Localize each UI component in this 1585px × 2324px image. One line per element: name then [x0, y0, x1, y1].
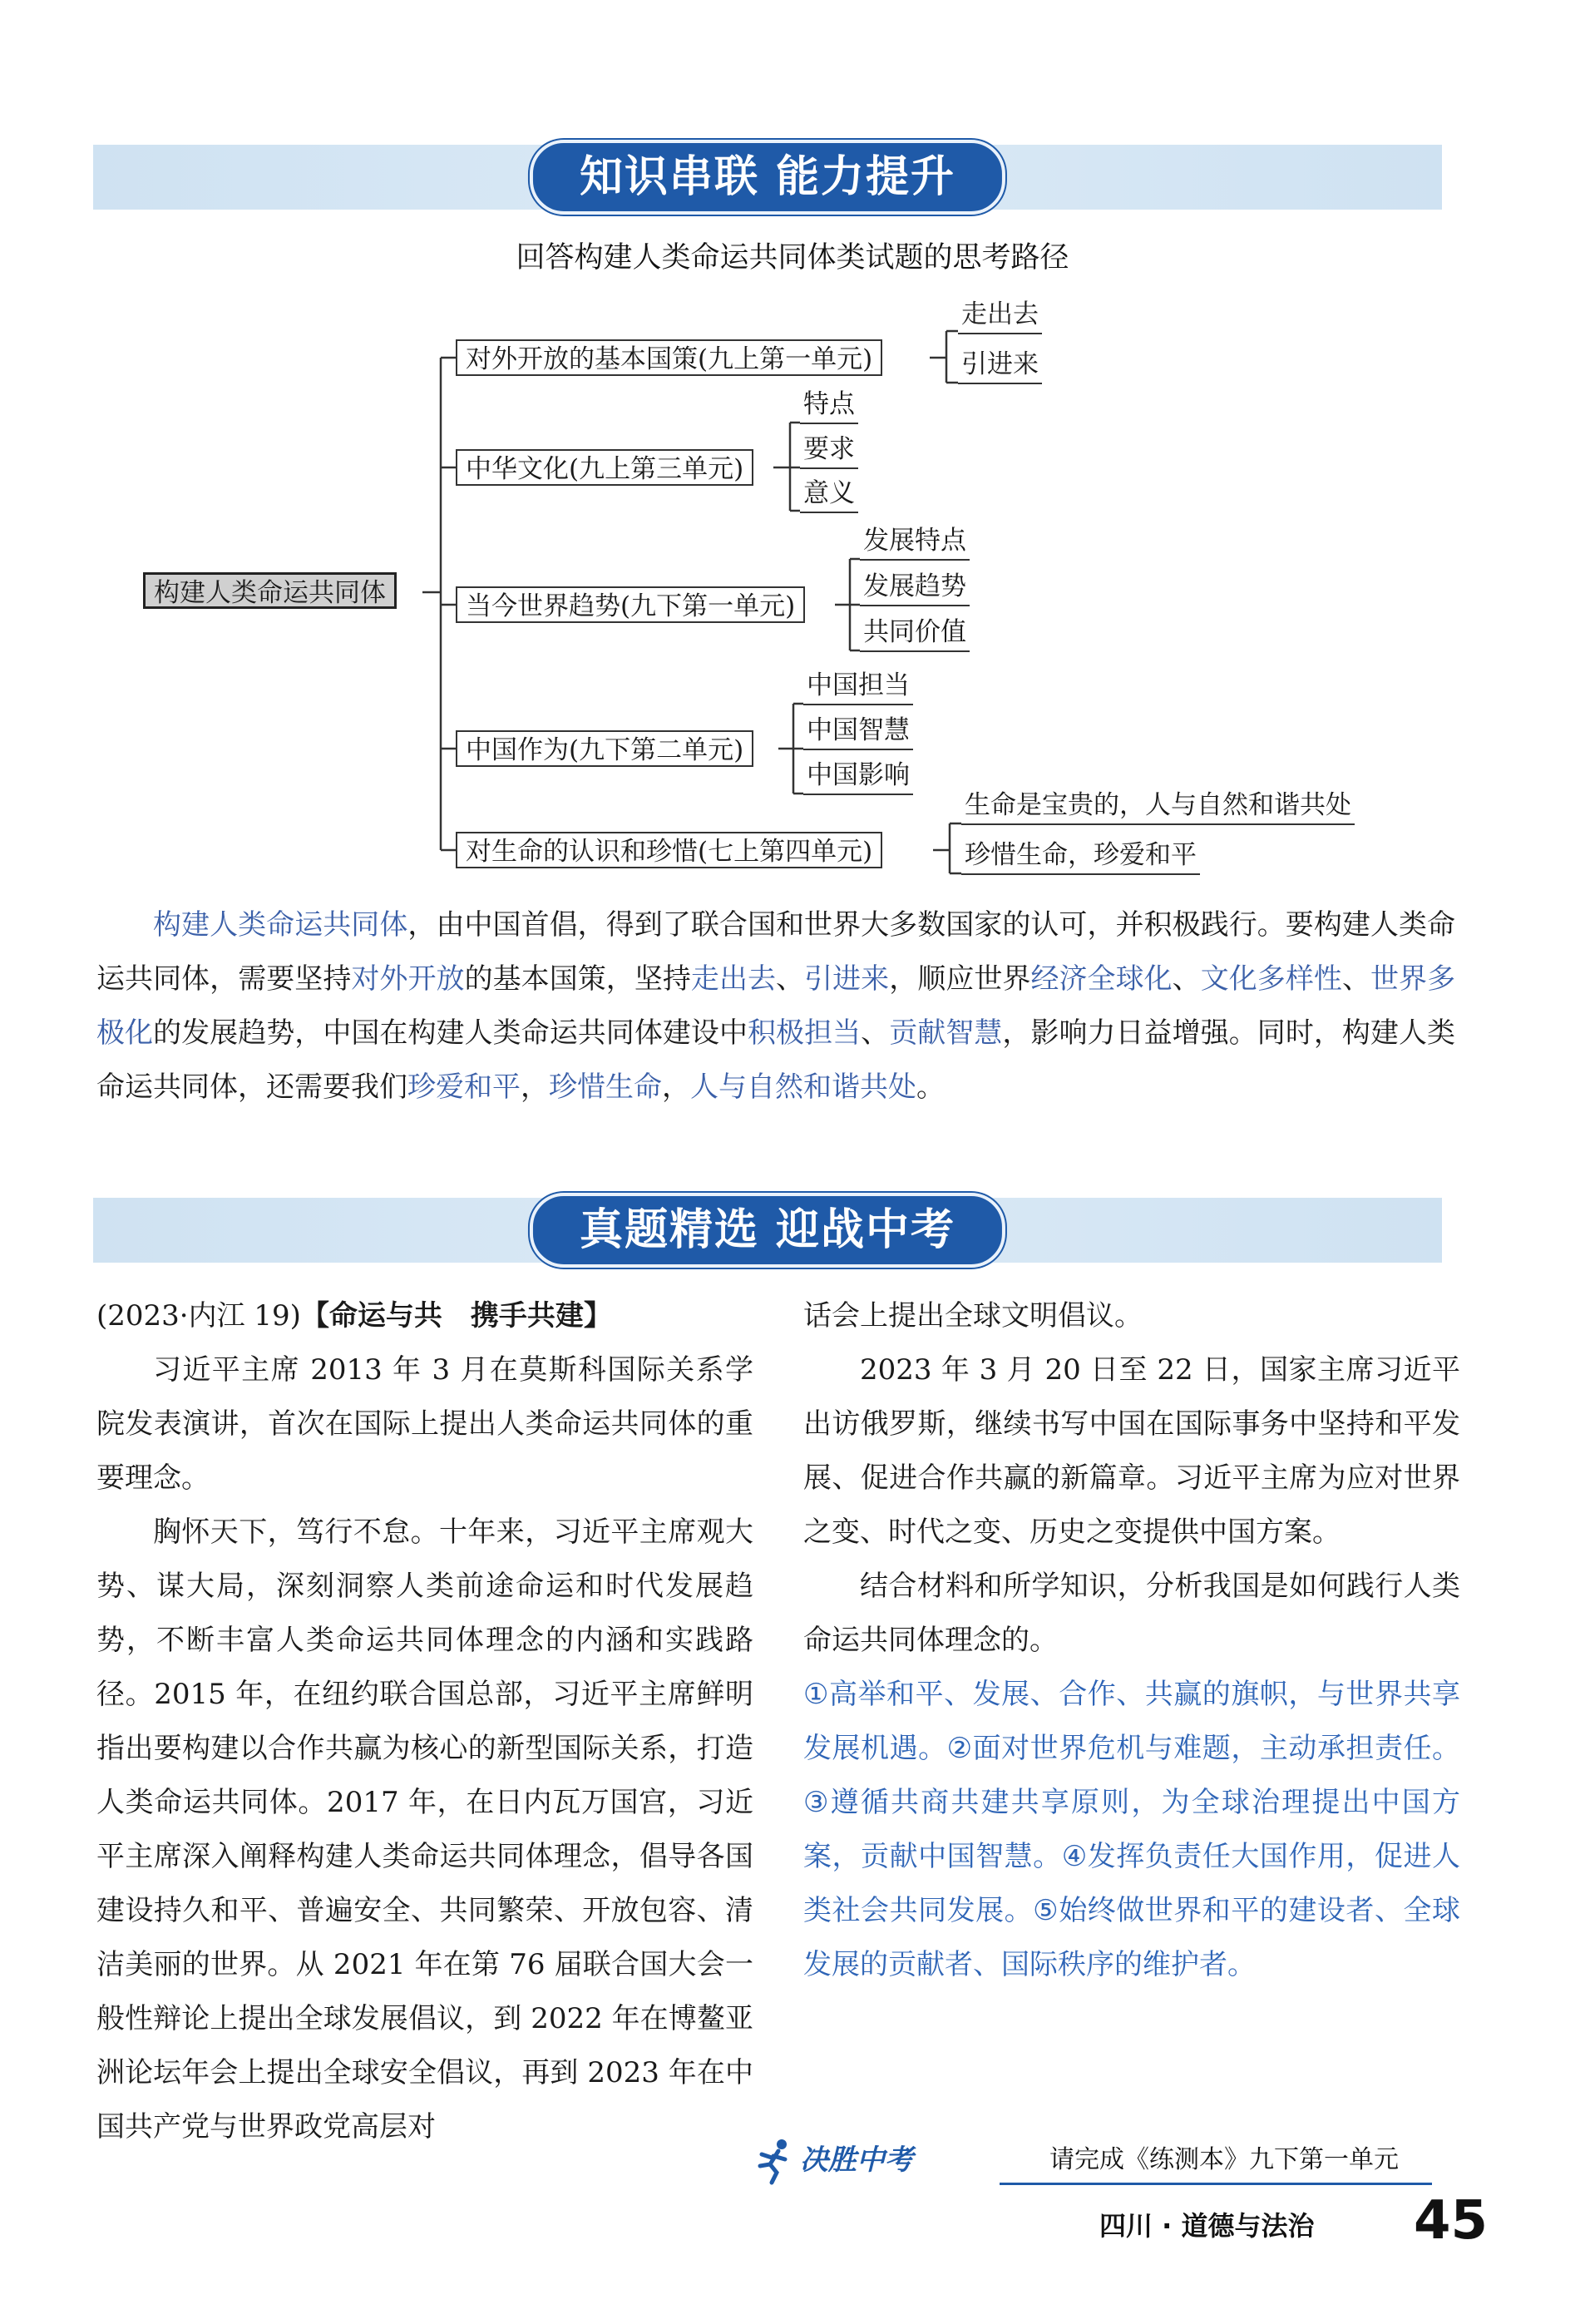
summary-segment: 文化多样性 [1200, 962, 1342, 996]
diagram-root: 构建人类命运共同体 [143, 572, 397, 609]
branch-opening-up: 对外开放的基本国策(九上第一单元) [456, 339, 882, 376]
material-continuation: 话会上提出全球文明倡议。 [803, 1299, 1143, 1333]
summary-segment: 珍惜生命 [549, 1071, 662, 1104]
summary-segment: 世界多极化 [96, 962, 1456, 1050]
summary-segment: 对外开放 [351, 962, 465, 996]
summary-segment: 、 [861, 1016, 890, 1050]
question-right-column [803, 1289, 1460, 1992]
leaf-item: 中国担当 [803, 669, 913, 705]
question-topic: 【命运与共 携手共建】 [300, 1299, 612, 1333]
question-prompt: 结合材料和所学知识，分析我国是如何践行人类命运共同体理念的。 [803, 1570, 1460, 1657]
leaf-item: 走出去 [958, 298, 1042, 334]
leaf-item: 意义 [800, 477, 858, 513]
material-paragraph: 胸怀天下，笃行不怠。十年来，习近平主席观大势、谋大局，深刻洞察人类前途命运和时代发展趋势，不断丰富人类命运共同体理念的内涵和实践路径。2015 年，在纽约联合国总部，习近平主席鲜明指出要构建以合作共赢为核心的新型国际关系，打造人类命运共同体。2017 年，在日内瓦万国宫，习近平主席深入阐释构建人类命运共同体理念，倡导各国建设持久和平、普遍安全、共同繁荣、开放包容、清洁美丽的世界。从 2021 年在第 76 届联合国大会一般性辩论上提出全球发展倡议，到 2022 年在博鳌亚洲论坛年会上提出全球安全倡议，再到 2023 年在中国共产党与世界政党高层对 [96, 1516, 753, 2144]
leaf-item: 生命是宝贵的，人与自然和谐共处 [961, 789, 1355, 825]
footer-instruction-bar [800, 2131, 1449, 2189]
branch-chinese-culture: 中华文化(九上第三单元) [456, 449, 753, 486]
footer-instruction: 请完成《练测本》九下第一单元 [1049, 2145, 1399, 2174]
summary-segment: 经济全球化 [1030, 962, 1173, 996]
diagram-connectors [0, 0, 1585, 915]
summary-segment: 。 [916, 1071, 945, 1104]
summary-segment: 的基本国策，坚持 [464, 962, 691, 996]
branch-cherish-life: 对生命的认识和珍惜(七上第四单元) [456, 832, 882, 868]
footer-logo: 决胜中考 [800, 2144, 913, 2177]
summary-segment: 、 [1172, 962, 1201, 996]
section-title: 真题精选 迎战中考 [530, 1193, 1005, 1268]
summary-segment: ，影响力日益增强。同时，构建人类命运共同体，还需要我们 [96, 1016, 1456, 1104]
summary-segment: 走出去 [690, 962, 777, 996]
summary-segment: 构建人类命运共同体 [153, 908, 408, 942]
summary-segment: 的发展趋势，中国在构建人类命运共同体建设中 [153, 1016, 748, 1050]
diagram-title: 回答构建人类命运共同体类试题的思考路径 [516, 241, 1069, 274]
leaf-item: 要求 [800, 433, 858, 469]
summary-segment: ，由中国首倡，得到了联合国和世界大多数国家的认可，并积极践行。要构建人类命运共同体，需要坚持 [96, 908, 1456, 996]
summary-segment: 积极担当 [748, 1016, 862, 1050]
summary-segment: ， [521, 1071, 549, 1104]
leaf-item: 发展特点 [860, 524, 970, 561]
leaf-item: 引进来 [958, 348, 1042, 384]
leaf-item: 发展趋势 [860, 570, 970, 606]
leaf-item: 特点 [800, 388, 858, 424]
branch-china-actions: 中国作为(九下第二单元) [456, 730, 753, 767]
material-paragraph: 习近平主席 2013 年 3 月在莫斯科国际关系学院发表演讲，首次在国际上提出人类命运共同体的重要理念。 [96, 1353, 753, 1495]
question-source: (2023·内江 19) [96, 1299, 301, 1333]
footer-underline [1000, 2183, 1432, 2185]
summary-segment: ，顺应世界 [889, 962, 1031, 996]
summary-segment: 、 [776, 962, 805, 996]
answer-text: ①高举和平、发展、合作、共赢的旗帜，与世界共享发展机遇。②面对世界危机与难题，主动承担责任。③遵循共商共建共享原则，为全球治理提出中国方案，贡献中国智慧。④发挥负责任大国作用，促进人类社会共同发展。⑤始终做世界和平的建设者、全球发展的贡献者、国际秩序的维护者。 [803, 1678, 1460, 1981]
summary-segment: ， [662, 1071, 690, 1104]
summary-segment: 珍爱和平 [407, 1071, 521, 1104]
material-paragraph: 2023 年 3 月 20 日至 22 日，国家主席习近平出访俄罗斯，继续书写中国在国际事务中坚持和平发展、促进合作共赢的新篇章。习近平主席为应对世界之变、时代之变、历史之变提供中国方案。 [803, 1353, 1460, 1549]
leaf-item: 共同价值 [860, 616, 970, 652]
summary-segment: 人与自然和谐共处 [690, 1071, 916, 1104]
page-label: 四川 · 道德与法治 [1099, 2210, 1315, 2242]
summary-segment: 引进来 [804, 962, 890, 996]
section-title: 知识串联 能力提升 [530, 140, 1005, 215]
branch-world-trends: 当今世界趋势(九下第一单元) [456, 586, 805, 623]
summary-segment: 、 [1341, 962, 1370, 996]
leaf-item: 中国智慧 [803, 714, 913, 750]
summary-segment: 贡献智慧 [889, 1016, 1003, 1050]
leaf-item: 珍惜生命，珍爱和平 [961, 838, 1200, 875]
page-number: 45 [1414, 2190, 1489, 2252]
leaf-item: 中国影响 [803, 759, 913, 795]
section-banner-exam [93, 1198, 1442, 1263]
runner-icon [748, 2136, 798, 2186]
summary-paragraph [96, 898, 1455, 1115]
question-left-column [96, 1289, 753, 2154]
